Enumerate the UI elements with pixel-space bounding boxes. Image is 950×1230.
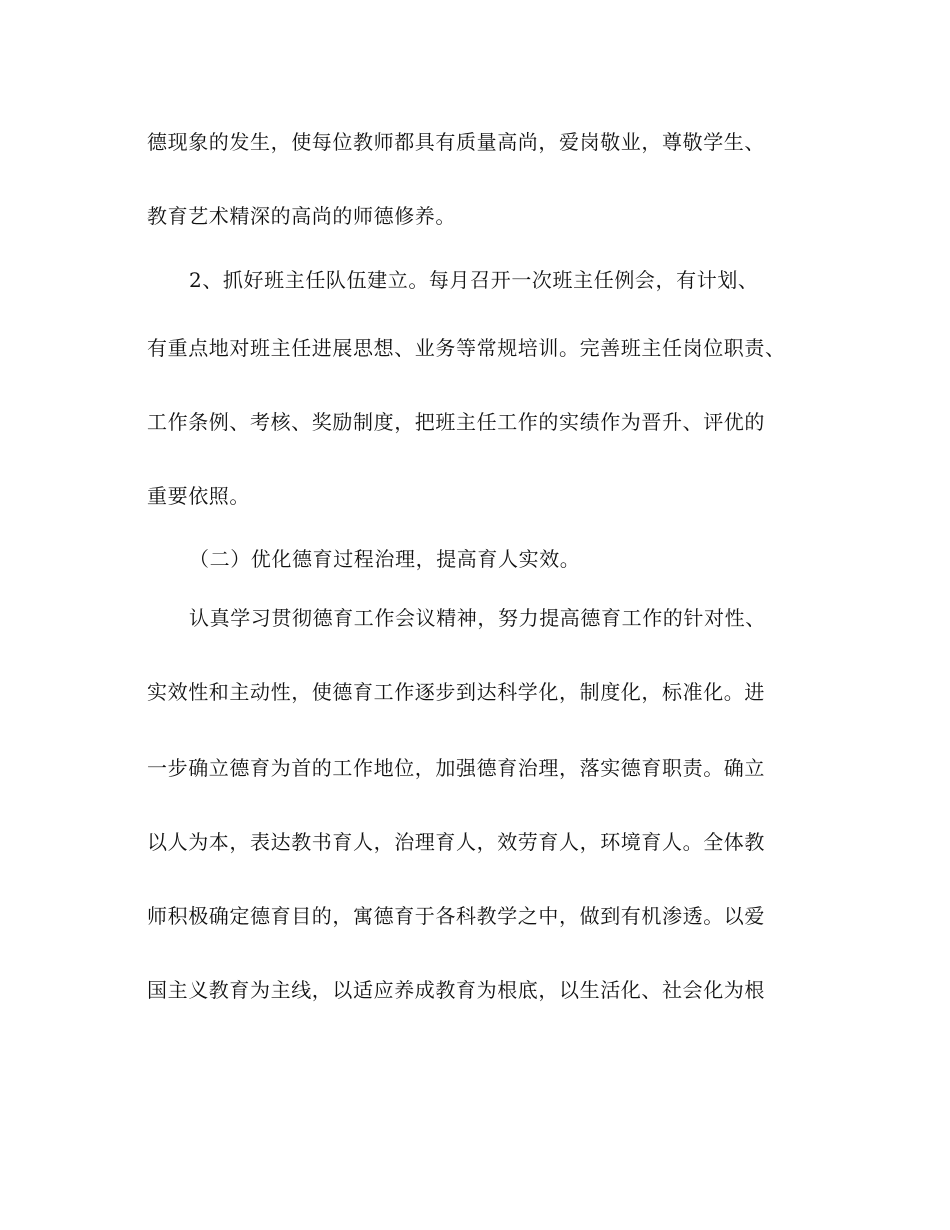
text-line-13: 国主义教育为主线，以适应养成教育为根底，以生活化、社会化为根 — [147, 978, 765, 1002]
text-line-8: 认真学习贯彻德育工作会议精神，努力提高德育工作的针对性、 — [189, 606, 766, 630]
section-heading: （二）优化德育过程治理，提高育人实效。 — [189, 547, 581, 571]
text-line-5: 工作条例、考核、奖励制度，把班主任工作的实绩作为晋升、评优的 — [147, 410, 765, 434]
text-line-2: 教育艺术精深的高尚的师德修养。 — [147, 204, 456, 228]
text-line-9: 实效性和主动性，使德育工作逐步到达科学化，制度化，标准化。进 — [147, 680, 765, 704]
text-line-4: 有重点地对班主任进展思想、业务等常规培训。完善班主任岗位职责、 — [147, 336, 786, 360]
text-line-11: 以人为本，表达教书育人，治理育人，效劳育人，环境育人。全体教 — [147, 830, 765, 854]
text-line-12: 师积极确定德育目的，寓德育于各科教学之中，做到有机渗透。以爱 — [147, 904, 765, 928]
text-line-3: 2、抓好班主任队伍建立。每月召开一次班主任例会，有计划、 — [189, 268, 759, 292]
text-line-10: 一步确立德育为首的工作地位，加强德育治理，落实德育职责。确立 — [147, 756, 765, 780]
text-line-1: 德现象的发生，使每位教师都具有质量高尚，爱岗敬业，尊敬学生、 — [147, 130, 765, 154]
text-line-6: 重要依照。 — [147, 484, 250, 508]
